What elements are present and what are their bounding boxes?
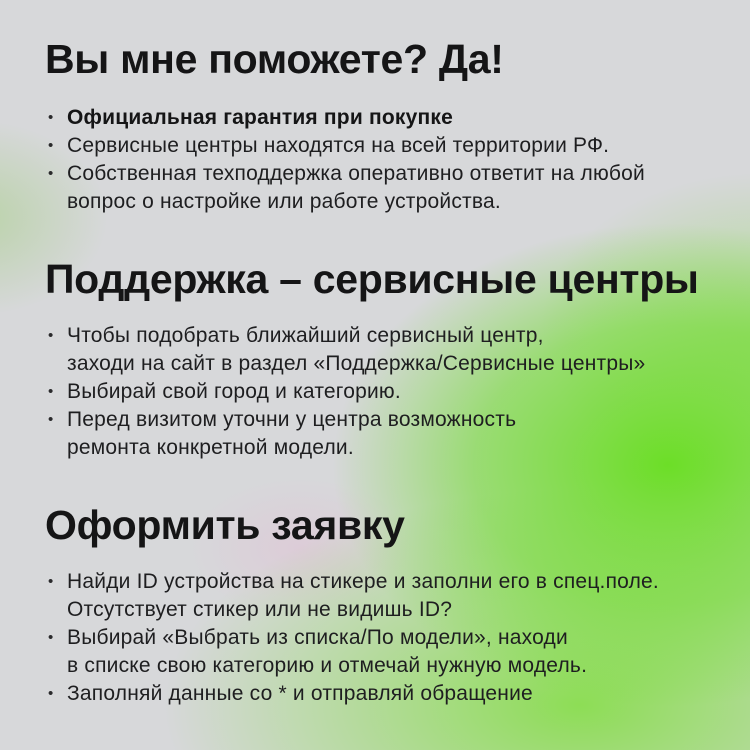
bullet-line: Перед визитом уточни у центра возможность <box>67 408 517 431</box>
bullet-list <box>45 322 712 462</box>
list-item <box>45 624 712 680</box>
bullet-icon: • <box>48 685 54 702</box>
list-item <box>45 132 712 160</box>
bullet-line: Выбирай свой город и категорию. <box>67 380 401 403</box>
list-item <box>45 680 712 708</box>
bullet-line: Отсутствует стикер или не видишь ID? <box>67 598 453 621</box>
list-item <box>45 322 712 378</box>
bullet-icon: • <box>48 629 54 646</box>
bullet-icon: • <box>48 411 54 428</box>
bullet-line: заходи на сайт в раздел «Поддержка/Сервисные центры» <box>67 352 646 375</box>
bullet-icon: • <box>48 573 54 590</box>
bullet-line: ремонта конкретной модели. <box>67 436 354 459</box>
list-item <box>45 104 712 132</box>
bullet-list <box>45 568 712 708</box>
bullet-icon: • <box>48 137 54 154</box>
bullet-icon: • <box>48 165 54 182</box>
list-item <box>45 160 712 216</box>
bullet-icon: • <box>48 109 54 126</box>
bullet-line: Собственная техподдержка оперативно ответит на любой <box>67 162 645 185</box>
bullet-line: вопрос о настройке или работе устройства. <box>67 190 501 213</box>
section-service-centers <box>45 254 712 462</box>
list-item <box>45 378 712 406</box>
bullet-line: Официальная гарантия при покупке <box>67 106 453 129</box>
bullet-icon: • <box>48 383 54 400</box>
bullet-line: Заполняй данные со * и отправляй обращение <box>67 682 533 705</box>
section-title: Поддержка – сервисные центры <box>45 256 699 302</box>
bullet-line: Выбирай «Выбрать из списка/По модели», находи <box>67 626 568 649</box>
bullet-line: в списке свою категорию и отмечай нужную модель. <box>67 654 588 677</box>
section-help <box>45 34 712 216</box>
bullet-line: Сервисные центры находятся на всей территории РФ. <box>67 134 610 157</box>
list-item <box>45 568 712 624</box>
bullet-list <box>45 104 712 216</box>
bullet-line: Найди ID устройства на стикере и заполни его в спец.поле. <box>67 570 659 593</box>
bullet-icon: • <box>48 327 54 344</box>
section-title: Вы мне поможете? Да! <box>45 36 504 82</box>
section-submit-request <box>45 500 712 708</box>
section-title: Оформить заявку <box>45 502 405 548</box>
list-item <box>45 406 712 462</box>
bullet-line: Чтобы подобрать ближайший сервисный центр, <box>67 324 544 347</box>
